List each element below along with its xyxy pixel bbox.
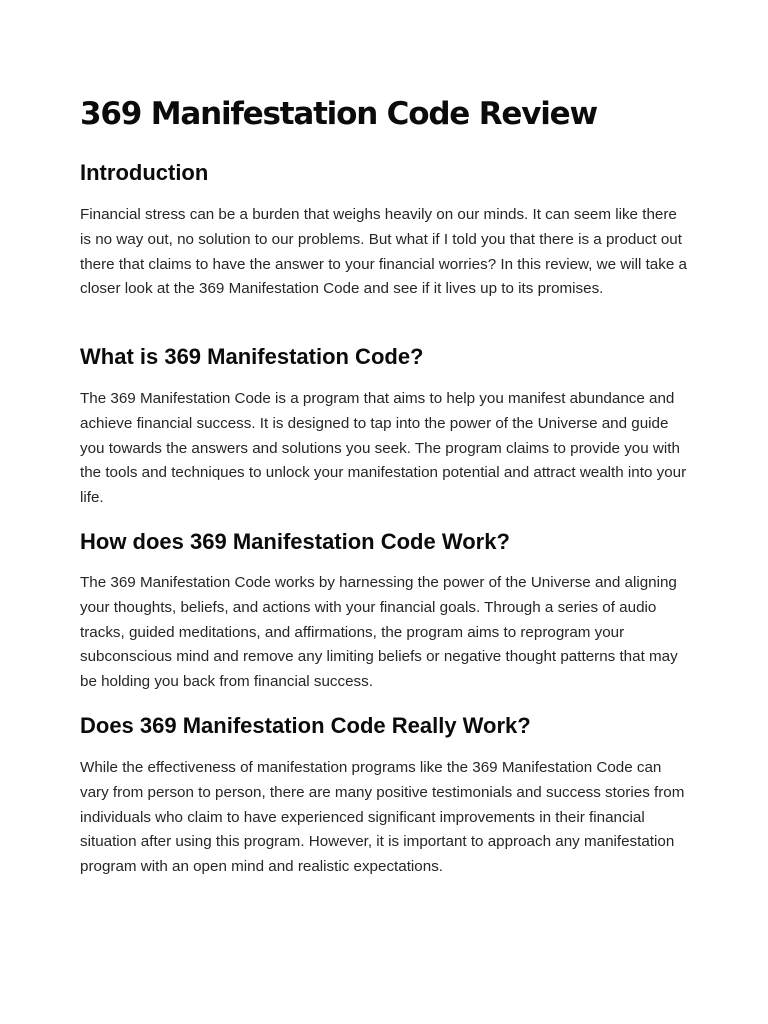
section-paragraph-what-is: The 369 Manifestation Code is a program that aims to help you manifest abundance and achieve financial success. It is designed to tap into the power of the Universe and guide you towards the answers and solutions you seek. The program claims to provide you with the tools and techniques to unlock your manifestation potential and attract wealth into your life. <box>80 390 687 507</box>
section-paragraph-how-it-works: The 369 Manifestation Code works by harnessing the power of the Universe and aligning your thoughts, beliefs, and actions with your financial goals. Through a series of audio tracks, guided meditations, and affirmations, the program aims to reprogram your subconscious mind and remove any limiting beliefs or negative thought patterns that may be holding you back from financial success. <box>80 574 678 691</box>
section-paragraph-introduction: Financial stress can be a burden that weighs heavily on our minds. It can seem like there is no way out, no solution to our problems. But what if I told you that there is a product out there that claims to have the answer to your financial worries? In this review, we will take a closer look at the 369 Manifestation Code and see if it lives up to its promises. <box>80 206 687 298</box>
section-heading-what-is: What is 369 Manifestation Code? <box>80 344 424 369</box>
section-heading-how-it-works: How does 369 Manifestation Code Work? <box>80 529 510 554</box>
page-title: 369 Manifestation Code Review <box>80 96 597 132</box>
section-heading-does-it-work: Does 369 Manifestation Code Really Work? <box>80 713 531 738</box>
section-paragraph-does-it-work: While the effectiveness of manifestation programs like the 369 Manifestation Code can vary from person to person, there are many positive testimonials and success stories from individuals who claim to have experienced significant improvements in their financial situation after using this program. However, it is important to approach any manifestation program with an open mind and realistic expectations. <box>80 759 685 876</box>
section-heading-introduction: Introduction <box>80 160 209 185</box>
